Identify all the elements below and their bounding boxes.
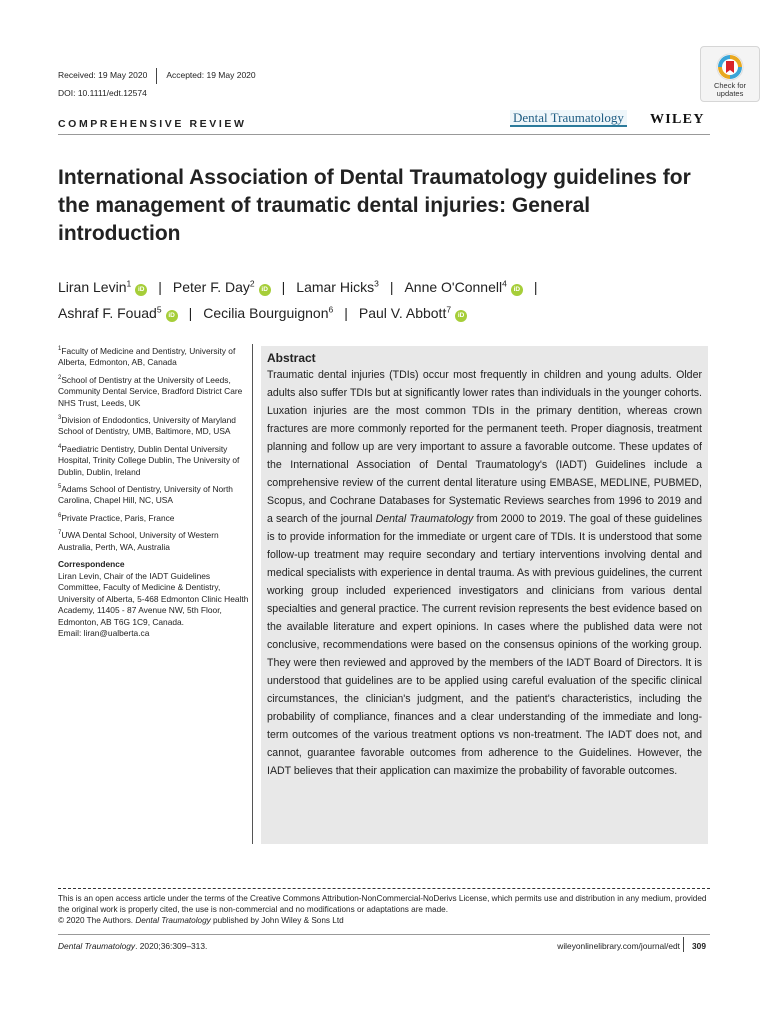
abstract-text-part1: Traumatic dental injuries (TDIs) occur most frequently in children and young adults. Older adults also suffer TDIs but at significantly lower rates than individuals in the younger cohorts. Luxation injuries are the most common TDIs in the primary dentition, whereas crown fractures are more commonly reported for the permanent teeth. Proper diagnosis, treatment planning and follow up are very important to assure a favorable outcome. These updates of the International Association of Dental Traumatology's (IADT) Guidelines include a comprehensive review of the current dental literature using EMBASE, MEDLINE, PUBMED, Scopus, and Cochrane Databases for Systematic Reviews searches from 1996 to 2019 and a search of the journal (267, 369, 702, 525)
affiliation-number: 3 (58, 415, 62, 422)
copyright-part1: © 2020 The Authors. (58, 916, 136, 925)
abstract-box (261, 346, 708, 844)
author-affiliation-number: 1 (126, 278, 132, 288)
orcid-icon[interactable]: iD (166, 310, 178, 322)
author-affiliation-number: 5 (156, 304, 162, 315)
author (58, 279, 147, 295)
column-divider (252, 344, 253, 844)
author-separator: | (344, 305, 348, 322)
author-name: Peter F. Day (172, 278, 250, 295)
affiliation (58, 482, 250, 507)
author-affiliation-number: 6 (328, 304, 334, 315)
check-for-updates-badge[interactable] (700, 46, 760, 102)
author (173, 279, 271, 295)
author-name: Liran Levin (58, 278, 127, 295)
section-label: COMPREHENSIVE REVIEW (58, 118, 247, 130)
affiliation-text: School of Dentistry at the University of Leeds, Community Dental Service, Bradford District Care NHS Trust, Leeds, UK (58, 374, 243, 408)
header-rule (58, 134, 710, 135)
author (296, 279, 379, 295)
author-name: Ashraf F. Fouad (58, 305, 157, 322)
journal-citation (58, 941, 207, 951)
license-block (58, 893, 710, 926)
affiliation-number: 1 (58, 346, 62, 352)
correspondence-text: Liran Levin, Chair of the IADT Guidelines Committee, Faculty of Medicine & Dentistry, University of Alberta, 5-468 Edmonton Clinic Health Academy, 11405 - 87 Avenue NW, 5th Floor, Edmonton, AB T6G 1C9, Canada. (58, 570, 249, 627)
copyright-journal: Dental Traumatology (135, 916, 211, 925)
journal-logo: Dental Traumatology (510, 110, 627, 127)
affiliation-text: Faculty of Medicine and Dentistry, University of Alberta, Edmonton, AB, Canada (58, 345, 236, 368)
abstract-text-part2: from 2000 to 2019. The goal of these guidelines is to provide information for the immediate or urgent care of TDIs. It is understood that some follow-up treatment may require secondary and tertiary interventions involving dental and medical specialists with experience in dental trauma. As with previous guidelines, the current working group included experienced investigators and clinicians from various dental specialties and general practice. The current revision represents the best evidence based on the available literature and expert opinions. In cases where the published data were not conclusive, recommendations were based on the consensus opinions of the working group. They were then reviewed and approved by the members of the IADT Board of Directors. It is understood that guidelines are to be applied using careful evaluation of the specific clinical circumstances, the clinician's judgment, and the patient's characteristics, including the probability of compliance, finances and a clear understanding of the immediate and long-term outcomes of the various treatment options vs non-treatment. The IADT does not, and cannot, guarantee favorable outcomes from adherence to the Guidelines. However, the IADT believes that their application can maximize the probability of favorable outcomes. (267, 513, 703, 777)
author-affiliation-number: 4 (502, 278, 507, 288)
author-affiliation-number: 2 (249, 278, 255, 288)
page-number: 309 (692, 941, 706, 951)
journal-website[interactable]: wileyonlinelibrary.com/journal/edt (557, 941, 680, 951)
affiliation-text: Private Practice, Paris, France (61, 512, 175, 523)
affiliation-text: Adams School of Dentistry, University of North Carolina, Chapel Hill, NC, USA (58, 483, 233, 506)
author-separator: | (389, 278, 394, 295)
affiliation (58, 511, 250, 524)
received-date: Received: 19 May 2020 (58, 70, 148, 80)
accepted-date: Accepted: 19 May 2020 (166, 70, 256, 80)
footer-rule (58, 934, 710, 935)
affiliation (58, 442, 250, 478)
article-dates (58, 70, 256, 86)
citation-journal: Dental Traumatology (58, 941, 136, 951)
affiliations-list (58, 344, 250, 553)
orcid-icon[interactable]: iD (455, 310, 467, 322)
affiliation-number: 5 (58, 484, 62, 491)
affiliation-text: Paediatric Dentistry, Dublin Dental University Hospital, Trinity College Dublin, The University of Dublin, Dublin, Ireland (58, 443, 240, 477)
affiliation (58, 373, 250, 409)
author-separator: | (281, 278, 286, 295)
author-affiliation-number: 3 (374, 278, 379, 288)
affiliation-number: 4 (58, 443, 62, 450)
author-list (58, 272, 708, 325)
author-name: Anne O'Connell (404, 278, 503, 295)
copyright-line (58, 915, 710, 926)
affiliation (58, 413, 250, 438)
abstract-text (267, 366, 702, 780)
author-name: Cecilia Bourguignon (203, 305, 329, 322)
affiliation (58, 528, 250, 553)
author-separator: | (188, 305, 193, 322)
affiliation-text: Division of Endodontics, University of Maryland School of Dentistry, UMB, Baltimore, MD, USA (58, 414, 236, 437)
author (359, 305, 467, 321)
author-name: Lamar Hicks (296, 278, 375, 295)
affiliation (58, 344, 250, 369)
copyright-part2: published by John Wiley & Sons Ltd (210, 916, 344, 925)
author-name: Paul V. Abbott (358, 305, 447, 322)
correspondence-heading: Correspondence (58, 559, 125, 570)
affiliation-number: 6 (58, 512, 62, 519)
author (404, 279, 522, 295)
abstract-journal-name: Dental Traumatology (375, 513, 474, 525)
publisher-logo: WILEY (650, 112, 705, 127)
affiliations-column (58, 344, 250, 640)
doi[interactable]: DOI: 10.1111/edt.12574 (58, 88, 147, 98)
author-separator: | (158, 278, 162, 295)
abstract-heading: Abstract (267, 351, 316, 365)
date-separator (156, 68, 157, 84)
check-updates-line2: updates (716, 89, 744, 98)
orcid-icon[interactable]: iD (511, 284, 523, 296)
footer-dashed-rule (58, 888, 710, 889)
citation-details: . 2020;36:309–313. (135, 941, 208, 951)
author (58, 305, 178, 321)
affiliation-number: 7 (58, 530, 62, 537)
correspondence-email[interactable]: Email: liran@ualberta.ca (58, 628, 150, 639)
article-title: International Association of Dental Traumatology guidelines for the management of traumatic dental injuries: General introduction (58, 166, 691, 245)
page-number-divider (683, 937, 684, 952)
affiliation-number: 2 (58, 374, 62, 381)
affiliation-text: UWA Dental School, University of Western Australia, Perth, WA, Australia (58, 530, 219, 552)
author-affiliation-number: 7 (446, 304, 452, 315)
check-updates-icon (715, 52, 745, 82)
author (203, 305, 333, 321)
orcid-icon[interactable]: iD (135, 284, 147, 296)
orcid-icon[interactable]: iD (259, 284, 271, 296)
license-text: This is an open access article under the terms of the Creative Commons Attribution-NonCommercial-NoDerivs License, which permits use and distribution in any medium, provided the original work is properly cited, the use is non-commercial and no modifications or adaptations are made. (58, 894, 707, 914)
check-updates-line1: Check for (713, 81, 747, 90)
author-separator: | (533, 278, 538, 295)
